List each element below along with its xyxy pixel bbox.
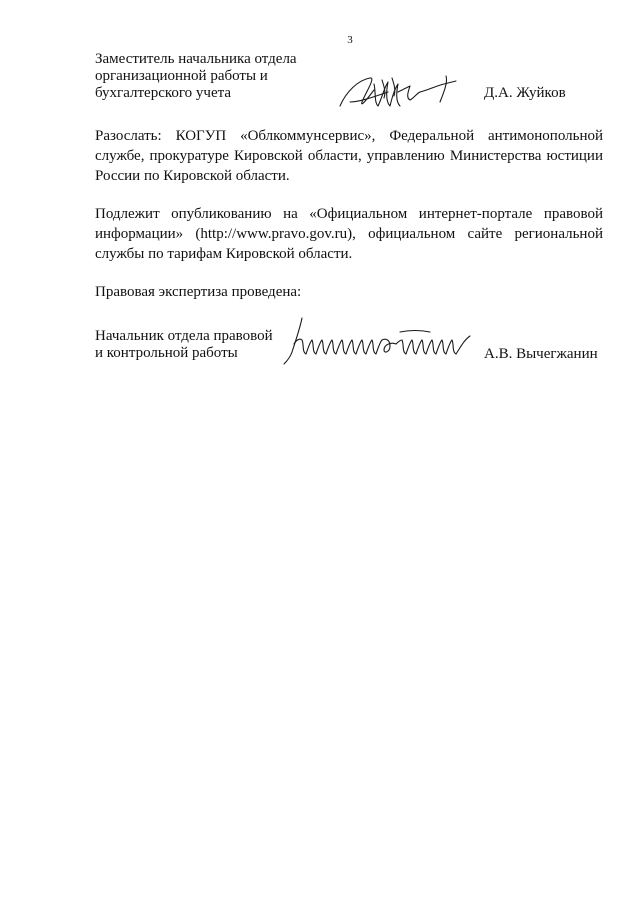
signatory-1-position-line: организационной работы и	[95, 68, 268, 84]
signatory-2-position-line: и контрольной работы	[95, 345, 238, 361]
distribution-text: Разослать: КОГУП «Облкоммунсервис», Федеральной антимонопольной службе, прокуратуре Кировской области, управлению Министерства юстиции России по Кировской области.	[95, 128, 603, 184]
publication-paragraph	[95, 204, 603, 264]
handwritten-signature-1	[336, 62, 472, 122]
signatory-2-position-line: Начальник отдела правовой	[95, 328, 273, 344]
distribution-paragraph	[95, 126, 603, 186]
handwritten-signature-2	[280, 314, 476, 370]
signatory-2-position	[95, 328, 273, 362]
legal-review-text: Правовая экспертиза проведена:	[95, 284, 302, 300]
signatory-1-position	[95, 51, 297, 102]
signatory-1-position-line: Заместитель начальника отдела	[95, 51, 297, 67]
signatory-2-name: А.В. Вычегжанин	[484, 346, 598, 362]
publication-text: Подлежит опубликованию на «Официальном интернет-портале правовой информации» (http://www.pravo.gov.ru), официальном сайте региональной службы по тарифам Кировской области.	[95, 206, 603, 262]
legal-review-paragraph	[95, 282, 603, 302]
page-number: 3	[347, 34, 353, 46]
signatory-1-position-line: бухгалтерского учета	[95, 85, 232, 101]
signatory-1-name: Д.А. Жуйков	[484, 85, 566, 101]
